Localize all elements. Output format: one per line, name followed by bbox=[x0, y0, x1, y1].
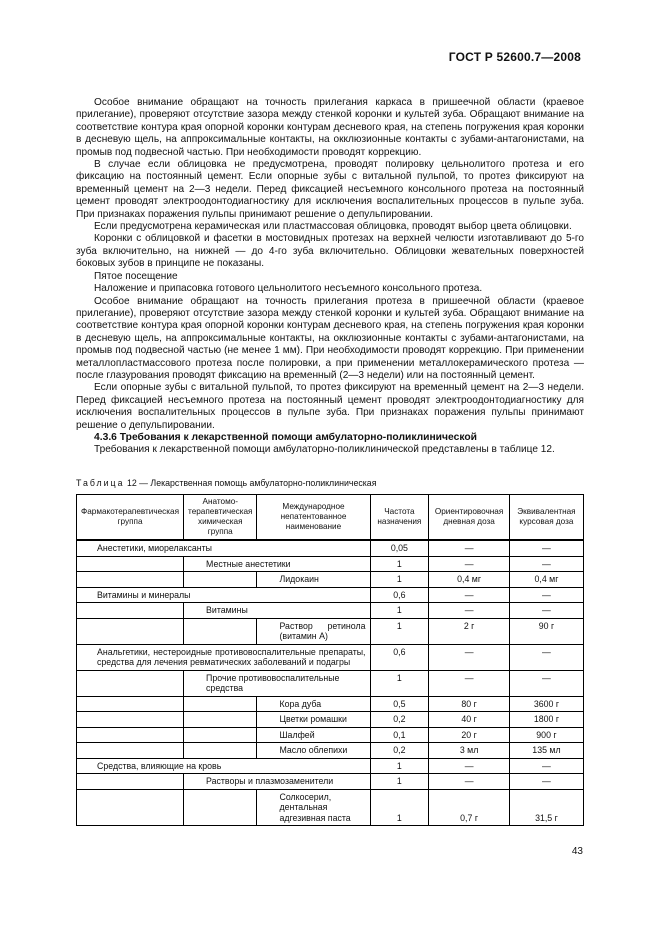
row-name: Анальгетики, нестероидные противовоспалительные препараты, средства для лечения ревматических заболеваний и подагры bbox=[77, 644, 371, 670]
table-caption bbox=[76, 478, 376, 488]
row-name: Витамины и минералы bbox=[77, 587, 371, 603]
row-frequency: 0,05 bbox=[370, 540, 429, 556]
row-frequency: 0,2 bbox=[370, 712, 429, 728]
row-daily-dose: — bbox=[429, 603, 510, 619]
col-header: Анатомо-терапевтическая химическая группа bbox=[184, 495, 257, 541]
empty-cell bbox=[184, 618, 257, 644]
row-daily-dose: — bbox=[429, 540, 510, 556]
row-name: Солкосерил, дентальная адгезивная паста bbox=[257, 789, 370, 826]
col-header: Фармакотерапевтическая группа bbox=[77, 495, 184, 541]
table-header-row bbox=[77, 495, 584, 541]
table-row bbox=[77, 670, 584, 696]
empty-cell bbox=[184, 696, 257, 712]
row-name: Лидокаин bbox=[257, 572, 370, 588]
row-course-dose: — bbox=[509, 774, 583, 790]
paragraph: Особое внимание обращают на точность прилегания каркаса в пришеечной области (краевое прилегание), проверяют отсутствие зазора между стенкой коронки и культей зуба. Обращают внимание на соответствие контура края опорной коронки контурам десневого края, на степень погружения края коронки в десневую щель, на аппроксимальные контакты, на окклюзионные контакты с зубами-антагонистами, на промыв под подвесной частью. При необходимости проводят коррекцию. bbox=[76, 97, 584, 158]
row-course-dose: 1800 г bbox=[509, 712, 583, 728]
row-course-dose: — bbox=[509, 540, 583, 556]
row-course-dose: — bbox=[509, 556, 583, 572]
row-frequency: 0,6 bbox=[370, 644, 429, 670]
empty-cell bbox=[184, 743, 257, 759]
row-frequency: 0,6 bbox=[370, 587, 429, 603]
empty-cell bbox=[184, 712, 257, 728]
table-row bbox=[77, 758, 584, 774]
paragraph: Наложение и припасовка готового цельнолитого несъемного консольного протеза. bbox=[94, 283, 483, 295]
section-heading: 4.3.6 Требования к лекарственной помощи амбулаторно-поликлинической bbox=[94, 431, 477, 443]
empty-cell bbox=[77, 789, 184, 826]
row-course-dose: 900 г bbox=[509, 727, 583, 743]
col-header: Международное непатентованное наименование bbox=[257, 495, 370, 541]
empty-cell bbox=[77, 774, 184, 790]
row-course-dose: 3600 г bbox=[509, 696, 583, 712]
row-daily-dose: 3 мл bbox=[429, 743, 510, 759]
row-frequency: 1 bbox=[370, 758, 429, 774]
row-daily-dose: — bbox=[429, 644, 510, 670]
row-daily-dose: 80 г bbox=[429, 696, 510, 712]
section-text: Требования к лекарственной помощи амбулаторно-поликлинической представлены в таблице 12. bbox=[94, 444, 555, 456]
row-course-dose: — bbox=[509, 644, 583, 670]
table-caption-label: Таблица bbox=[76, 478, 125, 488]
row-course-dose: — bbox=[509, 587, 583, 603]
table-row bbox=[77, 603, 584, 619]
paragraph: Если опорные зубы с витальной пульпой, то протез фиксируют на временный цемент на 2—3 недели. Перед фиксацией несъемного протеза на постоянный цемент проводят электроодонтодиагностику для исключения воспалительных процессов в пульпе зуба. При признаках поражения пульпы принимают решение о депульпировании. bbox=[76, 382, 584, 431]
row-frequency: 1 bbox=[370, 774, 429, 790]
row-course-dose: 0,4 мг bbox=[509, 572, 583, 588]
row-daily-dose: — bbox=[429, 758, 510, 774]
row-name: Прочие противовоспалительные средства bbox=[184, 670, 370, 696]
empty-cell bbox=[77, 603, 184, 619]
table-row bbox=[77, 712, 584, 728]
row-course-dose: 135 мл bbox=[509, 743, 583, 759]
paragraph: Коронки с облицовкой и фасетки в мостовидных протезах на верхней челюсти изготавливают до 5-го зуба включительно, на нижней — до 4-го зуба включительно. Облицовки жевательных поверхностей боковых зубов в принципе не показаны. bbox=[76, 233, 584, 270]
col-header: Эквивалентная курсовая доза bbox=[509, 495, 583, 541]
row-name: Шалфей bbox=[257, 727, 370, 743]
row-course-dose: 90 г bbox=[509, 618, 583, 644]
table-row bbox=[77, 572, 584, 588]
table-row bbox=[77, 644, 584, 670]
drug-table bbox=[76, 494, 584, 826]
empty-cell bbox=[77, 670, 184, 696]
row-frequency: 1 bbox=[370, 556, 429, 572]
table-row bbox=[77, 789, 584, 826]
row-daily-dose: 20 г bbox=[429, 727, 510, 743]
row-daily-dose: 40 г bbox=[429, 712, 510, 728]
table-row bbox=[77, 556, 584, 572]
row-name: Раствор ретинола (витамин А) bbox=[257, 618, 370, 644]
row-frequency: 1 bbox=[370, 603, 429, 619]
empty-cell bbox=[77, 712, 184, 728]
row-daily-dose: — bbox=[429, 670, 510, 696]
empty-cell bbox=[184, 789, 257, 826]
row-course-dose: 31,5 г bbox=[509, 789, 583, 826]
table-row bbox=[77, 743, 584, 759]
row-frequency: 0,5 bbox=[370, 696, 429, 712]
row-name: Средства, влияющие на кровь bbox=[77, 758, 371, 774]
row-name: Растворы и плазмозаменители bbox=[184, 774, 370, 790]
row-daily-dose: 0,7 г bbox=[429, 789, 510, 826]
paragraph: Особое внимание обращают на точность прилегания протеза в пришеечной области (краевое прилегание), проверяют отсутствие зазора между стенкой коронки и культей зуба. Обращают внимание на соответствие контура края опорной коронки контурам десневого края, на степень погружения края коронки в десневую щель, на аппроксимальные контакты, на окклюзионные контакты с зубами-антагонистами, на промыв под подвесной частью (не менее 1 мм). При необходимости проводят коррекцию. При применении металлопластмассового протеза после полировки, а при применении металлокерамического протеза — после глазурования проводят фиксацию на временный (2—3 недели) или на постоянный цемент. bbox=[76, 295, 584, 381]
row-frequency: 0,2 bbox=[370, 743, 429, 759]
table-caption-title: 12 — Лекарственная помощь амбулаторно-поликлиническая bbox=[126, 478, 377, 488]
row-frequency: 1 bbox=[370, 789, 429, 826]
table-row bbox=[77, 774, 584, 790]
row-name: Местные анестетики bbox=[184, 556, 370, 572]
table-row bbox=[77, 618, 584, 644]
table-row bbox=[77, 696, 584, 712]
empty-cell bbox=[184, 572, 257, 588]
row-daily-dose: — bbox=[429, 774, 510, 790]
standard-code: ГОСТ Р 52600.7—2008 bbox=[448, 50, 581, 64]
row-daily-dose: 0,4 мг bbox=[429, 572, 510, 588]
body-text bbox=[76, 97, 584, 457]
col-header: Ориентировочная дневная доза bbox=[429, 495, 510, 541]
row-name: Кора дуба bbox=[257, 696, 370, 712]
row-frequency: 1 bbox=[370, 572, 429, 588]
empty-cell bbox=[77, 572, 184, 588]
paragraph: Пятое посещение bbox=[94, 270, 178, 282]
table-row bbox=[77, 540, 584, 556]
col-header: Частота назначения bbox=[370, 495, 429, 541]
row-daily-dose: 2 г bbox=[429, 618, 510, 644]
paragraph: Если предусмотрена керамическая или пластмассовая облицовка, проводят выбор цвета облицовки. bbox=[94, 221, 572, 233]
paragraph: В случае если облицовка не предусмотрена, проводят полировку цельнолитого протеза и его фиксацию на постоянный цемент. Если опорные зубы с витальной пульпой, то протез фиксируют на временный цемент на 2—3 недели. Перед фиксацией несъемного консольного протеза на постоянный цемент проводят электроодонтодиагностику для исключения воспалительных процессов в пульпе зуба. При признаках поражения пульпы принимают решение о депульпировании. bbox=[76, 159, 584, 220]
row-frequency: 0,1 bbox=[370, 727, 429, 743]
row-frequency: 1 bbox=[370, 670, 429, 696]
empty-cell bbox=[184, 727, 257, 743]
empty-cell bbox=[77, 618, 184, 644]
empty-cell bbox=[77, 743, 184, 759]
row-course-dose: — bbox=[509, 758, 583, 774]
row-name: Цветки ромашки bbox=[257, 712, 370, 728]
empty-cell bbox=[77, 727, 184, 743]
row-course-dose: — bbox=[509, 603, 583, 619]
row-name: Масло облепихи bbox=[257, 743, 370, 759]
empty-cell bbox=[77, 696, 184, 712]
table-row bbox=[77, 587, 584, 603]
row-name: Витамины bbox=[184, 603, 370, 619]
page-number: 43 bbox=[571, 846, 583, 857]
empty-cell bbox=[77, 556, 184, 572]
row-frequency: 1 bbox=[370, 618, 429, 644]
table-row bbox=[77, 727, 584, 743]
row-name: Анестетики, миорелаксанты bbox=[77, 540, 371, 556]
row-daily-dose: — bbox=[429, 556, 510, 572]
row-daily-dose: — bbox=[429, 587, 510, 603]
row-course-dose: — bbox=[509, 670, 583, 696]
